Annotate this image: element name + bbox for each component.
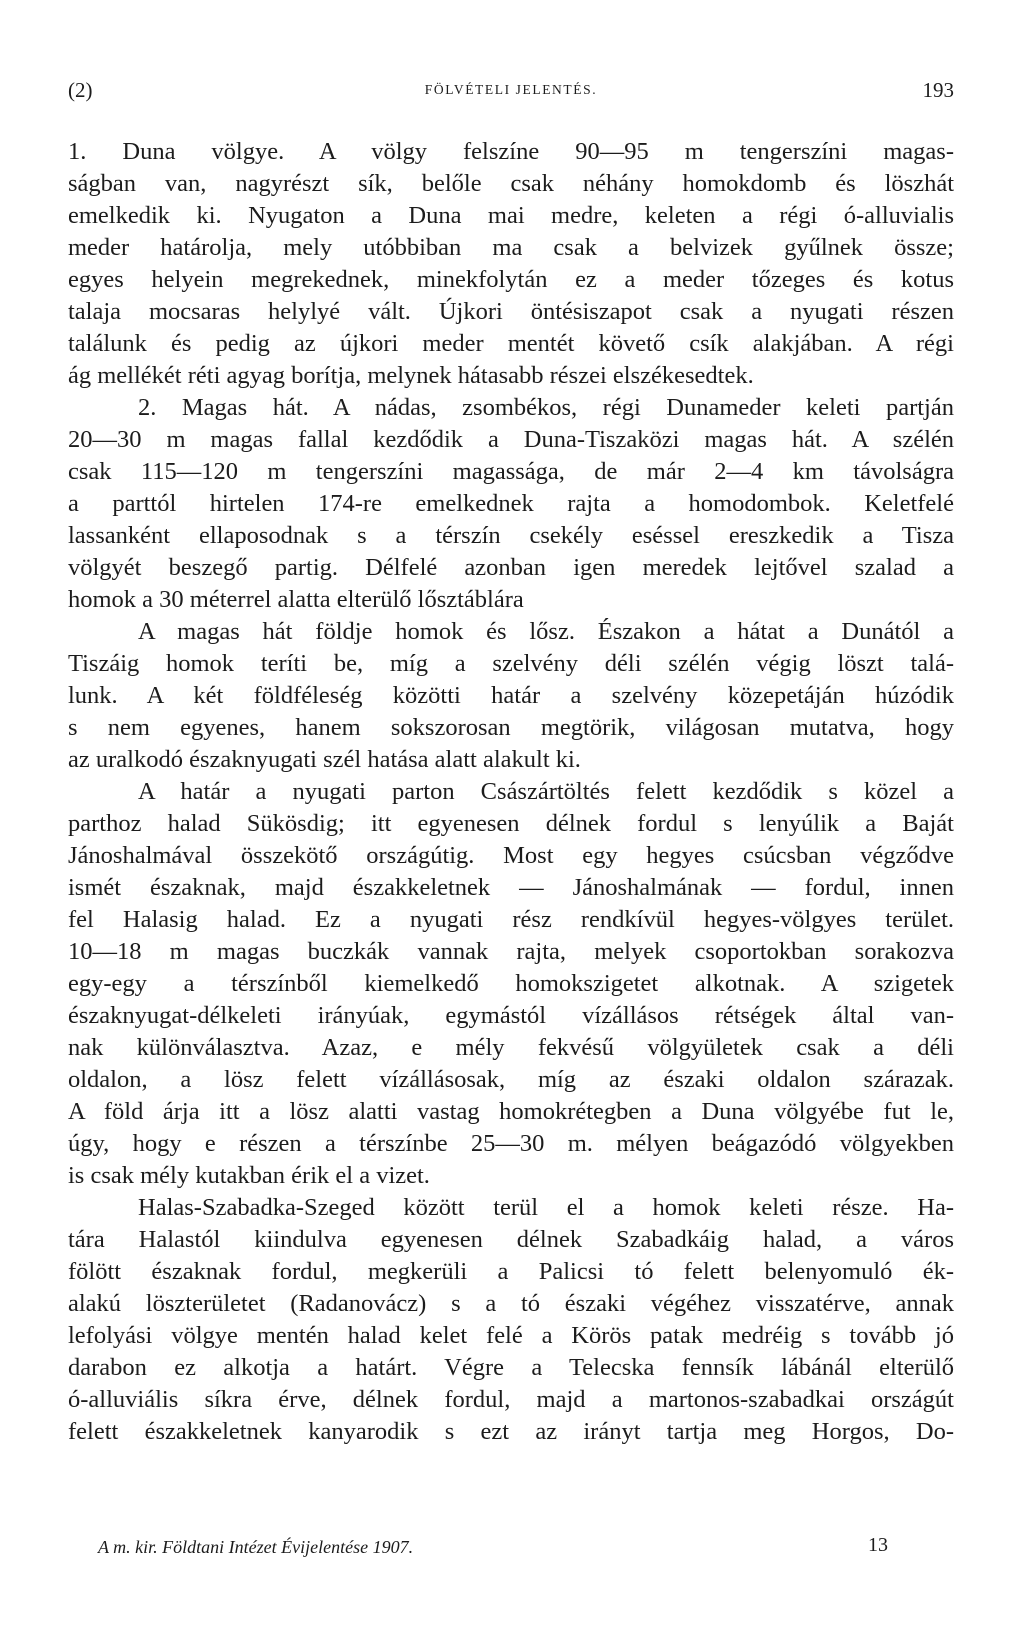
text-line: A határ a nyugati parton Császártöltés felett kezdődik s közel a	[138, 778, 954, 805]
text-line: északnyugat-délkeleti irányúak, egymástól vízállásos rétségek által van-	[68, 1002, 954, 1029]
text-line: 10—18 m magas buczkák vannak rajta, melyek csoportokban sorakozva	[68, 938, 954, 965]
page-number: 193	[922, 78, 954, 102]
text-line: ságban van, nagyrészt sík, belőle csak néhány homokdomb és löszhát	[68, 170, 954, 197]
text-line: 20—30 m magas fallal kezdődik a Duna-Tiszaközi magas hát. A szélén	[68, 426, 954, 453]
text-line: s nem egyenes, hanem sokszorosan megtörik, világosan mutatva, hogy	[68, 714, 954, 741]
text-line: csak 115—120 m tengerszíni magassága, de már 2—4 km távolságra	[68, 458, 954, 485]
text-line: ó-alluviális síkra érve, délnek fordul, majd a martonos-szabadkai országút	[68, 1386, 954, 1413]
header-title: FÖLVÉTELI JELENTÉS.	[424, 82, 598, 97]
text-line: fel Halasig halad. Ez a nyugati rész rendkívül hegyes-völgyes terület.	[68, 906, 954, 933]
text-line: lefolyási völgye mentén halad kelet felé a Körös patak medréig s tovább jó	[68, 1322, 954, 1349]
text-line: Jánoshalmával összekötő országútig. Most egy hegyes csúcsban végződve	[68, 842, 954, 869]
text-line: lunk. A két földféleség közötti határ a szelvény közepetáján húzódik	[68, 682, 954, 709]
page-footer	[98, 1534, 888, 1563]
text-line: nak különválasztva. Azaz, e mély fekvésű völgyületek csak a déli	[68, 1034, 954, 1061]
text-line: fölött északnak fordul, megkerüli a Palicsi tó felett belenyomuló ék-	[68, 1258, 954, 1285]
text-line: egyes helyein megrekednek, minekfolytán ez a meder tőzeges és kotus	[68, 266, 954, 293]
text-line: parthoz halad Sükösdig; itt egyenesen délnek fordul s lenyúlik a Baját	[68, 810, 954, 837]
text-line: oldalon, a lösz felett vízállásosak, míg az északi oldalon szárazak.	[68, 1066, 954, 1093]
text-line: 2. Magas hát. A nádas, zsombékos, régi Dunameder keleti partján	[138, 394, 954, 421]
text-line: úgy, hogy e részen a térszínbe 25—30 m. mélyen beágazódó völgyekben	[68, 1130, 954, 1157]
text-line: völgyét beszegő partig. Délfelé azonban igen meredek lejtővel szalad a	[68, 554, 954, 581]
text-line: talaja mocsaras helylyé vált. Újkori öntésiszapot csak a nyugati részen	[68, 298, 954, 325]
text-line: meder határolja, mely utóbbiban ma csak a belvizek gyűlnek össze;	[68, 234, 954, 261]
header-section-number: (2)	[68, 78, 93, 102]
text-line: a parttól hirtelen 174-re emelkednek rajta a homodombok. Keletfelé	[68, 490, 954, 517]
text-line: A magas hát földje homok és lősz. Északon a hátat a Dunától a	[138, 618, 954, 645]
text-line: homok a 30 méterrel alatta elterülő lősztáblára	[68, 586, 524, 613]
footer-signature-number: 13	[868, 1534, 888, 1556]
text-line: tára Halastól kiindulva egyenesen délnek Szabadkáig halad, a város	[68, 1226, 954, 1253]
text-line: ág mellékét réti agyag borítja, melynek hátasabb részei elszékesedtek.	[68, 362, 754, 389]
text-line: lassanként ellaposodnak s a térszín csekély eséssel ereszkedik a Tisza	[68, 522, 954, 549]
text-line: darabon ez alkotja a határt. Végre a Telecska fennsík lábánál elterülő	[68, 1354, 954, 1381]
text-line: Tiszáig homok teríti be, míg a szelvény déli szélén végig löszt talá-	[68, 650, 954, 677]
text-line: 1. Duna völgye. A völgy felszíne 90—95 m tengerszíni magas-	[68, 138, 954, 165]
text-line: egy-egy a térszínből kiemelkedő homokszigetet alkotnak. A szigetek	[68, 970, 954, 997]
running-header	[68, 78, 954, 106]
text-line: alakú löszterületet (Radanovácz) s a tó északi végéhez visszatérve, annak	[68, 1290, 954, 1317]
text-line: Halas-Szabadka-Szeged között terül el a homok keleti része. Ha-	[138, 1194, 954, 1221]
text-line: A föld árja itt a lösz alatti vastag homokrétegben a Duna völgyébe fut le,	[68, 1098, 954, 1125]
text-line: is csak mély kutakban érik el a vizet.	[68, 1162, 430, 1189]
text-line: az uralkodó északnyugati szél hatása alatt alakult ki.	[68, 746, 581, 773]
body-text	[68, 136, 954, 1448]
text-line: emelkedik ki. Nyugaton a Duna mai medre, keleten a régi ó-alluvialis	[68, 202, 954, 229]
footer-publication: A m. kir. Földtani Intézet Évijelentése 1907.	[98, 1537, 414, 1557]
text-line: ismét északnak, majd északkeletnek — Jánoshalmának — fordul, innen	[68, 874, 954, 901]
text-line: találunk és pedig az újkori meder mentét követő csík alakjában. A régi	[68, 330, 954, 357]
text-line: felett északkeletnek kanyarodik s ezt az irányt tartja meg Horgos, Do-	[68, 1418, 954, 1445]
